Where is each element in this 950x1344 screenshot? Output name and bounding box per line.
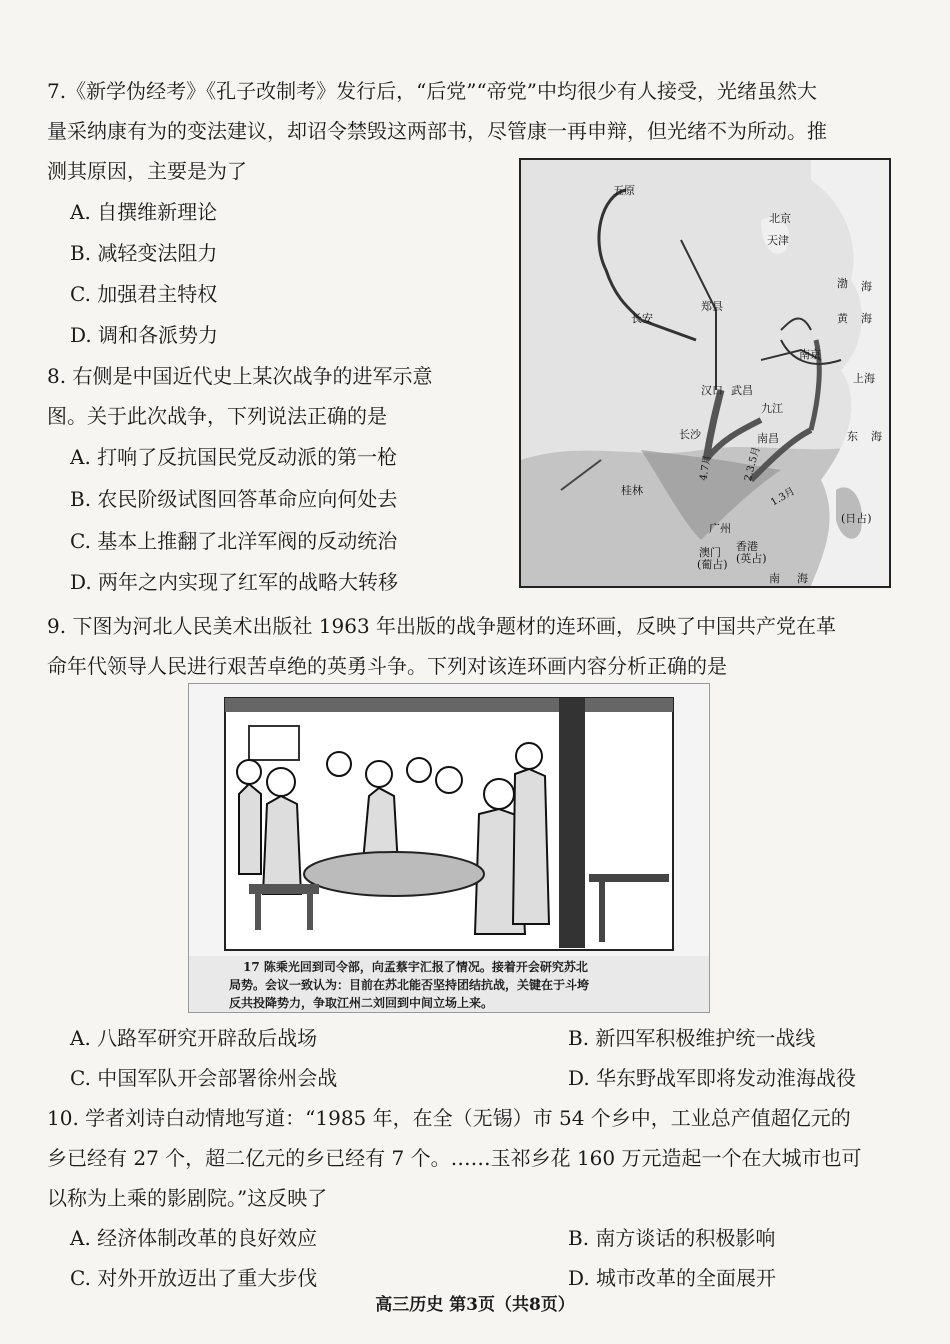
q7-option-a: A. 自撰维新理论 — [70, 200, 218, 224]
q10-stem-line-1: 10. 学者刘诗白动情地写道：“1985 年，在全（无锡）市 54 个乡中，工业总产值超亿元的 — [47, 1106, 851, 1130]
map-label-hongkong: 香港 — [736, 540, 758, 553]
map-label-wuyuan: 五原 — [613, 184, 635, 197]
comic-caption-line-1: 17 陈乘光回到司令部，向孟蔡宇汇报了情况。接着开会研究苏北 — [243, 960, 588, 974]
map-label-sea-huang: 黄 — [837, 312, 848, 325]
q10-option-a: A. 经济体制改革的良好效应 — [70, 1226, 318, 1250]
q9-stem-line-2: 命年代领导人民进行艰苦卓绝的英勇斗争。下列对该连环画内容分析正确的是 — [47, 654, 727, 678]
map-label-sea-dong: 东 — [847, 430, 858, 443]
map-label-changan: 长安 — [631, 312, 653, 325]
q7-option-b: B. 减轻变法阻力 — [70, 241, 218, 265]
q10-stem-line-2: 乡已经有 27 个，超二亿元的乡已经有 7 个。……玉祁乡花 160 万元造起一个在大城市也可 — [47, 1146, 862, 1170]
map-label-beijing: 北京 — [769, 212, 791, 225]
q9-stem-line-1: 9. 下图为河北人民美术出版社 1963 年出版的战争题材的连环画，反映了中国共产党在革 — [47, 614, 837, 638]
map-label-taiwan-note: (日占) — [841, 512, 872, 525]
map-label-hk-note: (英占) — [736, 552, 767, 565]
map-label-hankou: 汉口 — [701, 384, 723, 397]
q8-option-c: C. 基本上推翻了北洋军阀的反动统治 — [70, 529, 398, 553]
page-footer: 高三历史 第3页（共8页） — [375, 1295, 575, 1315]
q8-option-b: B. 农民阶级试图回答革命应向何处去 — [70, 487, 398, 511]
q10-option-b: B. 南方谈话的积极影响 — [568, 1226, 776, 1250]
map-label-zhengxian: 郑县 — [701, 300, 723, 313]
map-label-shanghai: 上海 — [853, 372, 875, 385]
comic-strip-illustration — [188, 683, 710, 1013]
map-label-route-3: 1.3月 — [768, 485, 797, 509]
comic-caption-line-2: 局势。会议一致认为：目前在苏北能否坚持团结抗战，关键在于斗垮 — [229, 978, 590, 992]
map-label-route-2: 2.3.5月 — [742, 445, 763, 483]
map-label-guilin: 桂林 — [621, 484, 643, 497]
map-label-nanchang: 南昌 — [757, 432, 779, 445]
map-label-nanjing: 南京 — [799, 348, 821, 361]
map-label-macau: 澳门 — [699, 546, 721, 559]
q7-option-c: C. 加强君主特权 — [70, 282, 218, 306]
q8-stem-line-1: 8. 右侧是中国近代史上某次战争的进军示意 — [47, 364, 433, 388]
q10-option-c: C. 对外开放迈出了重大步伐 — [70, 1266, 318, 1290]
q8-option-a: A. 打响了反抗国民党反动派的第一枪 — [70, 445, 398, 469]
map-label-tianjin: 天津 — [767, 234, 789, 247]
map-label-route-1: 4.7月 — [698, 454, 714, 482]
comic-drawing — [189, 684, 709, 956]
q9-option-a: A. 八路军研究开辟敌后战场 — [70, 1026, 318, 1050]
q7-option-d: D. 调和各派势力 — [70, 323, 219, 347]
q8-stem-line-2: 图。关于此次战争，下列说法正确的是 — [47, 404, 387, 428]
q9-option-c: C. 中国军队开会部署徐州会战 — [70, 1066, 338, 1090]
comic-caption-line-3: 反共投降势力，争取江州二刘回到中间立场上来。 — [229, 996, 494, 1010]
map-drawing — [521, 160, 889, 586]
northern-expedition-map — [519, 158, 891, 588]
map-label-sea-hai2: 海 — [861, 312, 872, 325]
map-label-sea-nan: 南 — [769, 572, 780, 585]
q10-stem-line-3: 以称为上乘的影剧院。”这反映了 — [47, 1186, 328, 1210]
map-label-jiujiang: 九江 — [761, 402, 783, 415]
map-label-macau-note: (葡占) — [697, 558, 728, 571]
q9-option-d: D. 华东野战军即将发动淮海战役 — [568, 1066, 857, 1090]
q7-stem-line-1: 7.《新学伪经考》《孔子改制考》发行后，“后党”“帝党”中均很少有人接受，光绪虽然大 — [47, 79, 817, 103]
q8-option-d: D. 两年之内实现了红军的战略大转移 — [70, 570, 399, 594]
map-label-wuchang: 武昌 — [731, 384, 753, 397]
map-label-guangzhou: 广州 — [709, 522, 731, 535]
q7-stem-line-2: 量采纳康有为的变法建议，却诏令禁毁这两部书，尽管康一再申辩，但光绪不为所动。推 — [47, 119, 827, 143]
q7-stem-line-3: 测其原因，主要是为了 — [47, 159, 247, 183]
map-label-sea-hai4: 海 — [797, 572, 808, 585]
map-label-sea-hai3: 海 — [871, 430, 882, 443]
map-label-sea-bo: 渤 — [837, 277, 848, 290]
map-label-sea-hai1: 海 — [861, 280, 872, 293]
map-label-changsha: 长沙 — [679, 428, 701, 441]
q9-option-b: B. 新四军积极维护统一战线 — [568, 1026, 816, 1050]
q10-option-d: D. 城市改革的全面展开 — [568, 1266, 777, 1290]
